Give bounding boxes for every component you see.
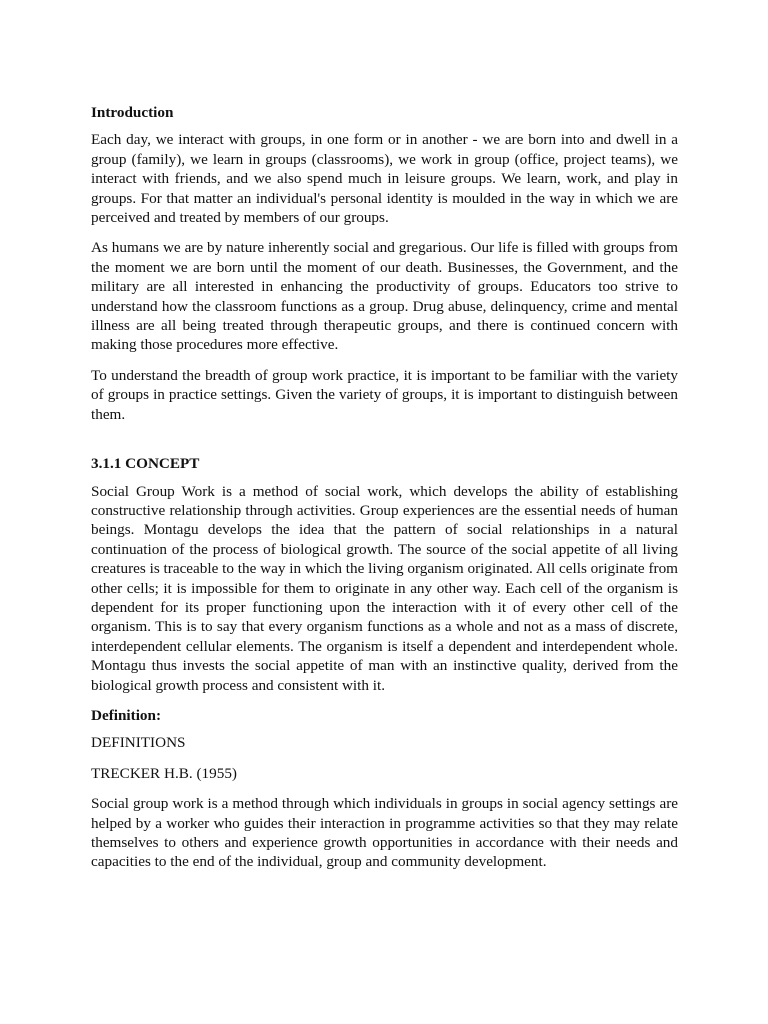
- definitions-label: DEFINITIONS: [91, 734, 186, 752]
- intro-paragraph-1: Each day, we interact with groups, in one form or in another - we are born into and dwell in a group (family), we learn in groups (classrooms), we work in group (office, project teams), we interact with friends, and we also spend much in leisure groups. We learn, work, and play in groups. For that matter an individual's personal identity is moulded in the way in which we are perceived and treated by members of our groups.: [91, 131, 678, 227]
- definition-heading: Definition:: [91, 706, 162, 724]
- concept-paragraph: Social Group Work is a method of social work, which develops the ability of establishing constructive relationship through activities. Group experiences are the essential needs of human beings. Montagu develops the idea that the pattern of social relationships in a natural continuation of the process of biological growth. The source of the social appetite of all living creatures is traceable to the way in which the living organism originated. All cells originate from other cells; it is impossible for them to originate in any other way. Each cell of the organism is dependent for its proper functioning upon the interaction with it of every other cell of the organism. This is to say that every organism functions as a whole and not as a mass of discrete, interdependent cellular elements. The organism is itself a dependent and interdependent whole. Montagu thus invests the social appetite of man with an instinctive quality, derived from the biological growth process and consistent with it.: [91, 482, 678, 694]
- trecker-label: TRECKER H.B. (1955): [91, 764, 237, 782]
- document-page: [91, 103, 678, 883]
- intro-paragraph-2: As humans we are by nature inherently social and gregarious. Our life is filled with groups from the moment we are born until the moment of our death. Businesses, the Government, and the military are all interested in enhancing the productivity of groups. Educators too strive to understand how the classroom functions as a group. Drug abuse, delinquency, crime and mental illness are all being treated through therapeutic groups, and there is continued concern with making those procedures more effective.: [91, 239, 678, 354]
- intro-paragraph-3: To understand the breadth of group work practice, it is important to be familiar with the variety of groups in practice settings. Given the variety of groups, it is important to distinguish between them.: [91, 366, 678, 423]
- concept-heading: 3.1.1 CONCEPT: [91, 455, 200, 473]
- introduction-heading: Introduction: [91, 104, 174, 121]
- trecker-definition-paragraph: Social group work is a method through which individuals in groups in social agency settings are helped by a worker who guides their interaction in programme activities so that they may relate themselves to others and experience growth opportunities in accordance with their needs and capacities to the end of the individual, group and community development.: [91, 795, 678, 871]
